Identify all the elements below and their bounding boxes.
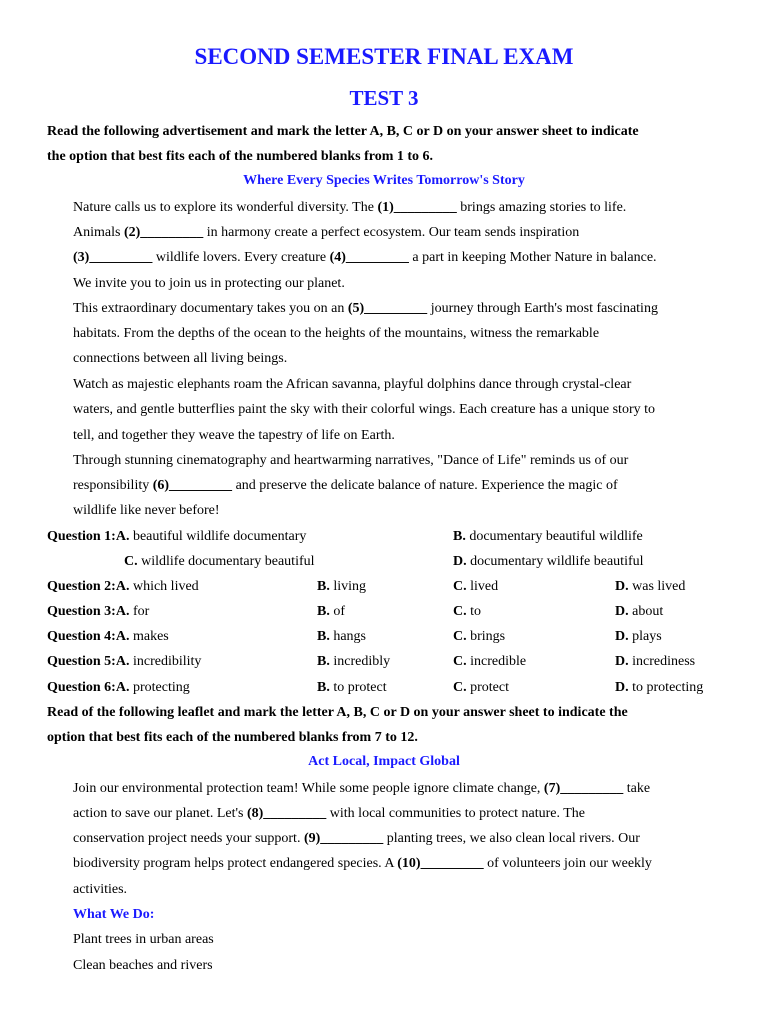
p1-line1: Nature calls us to explore its wonderful diversity. The (1)_________ brings amazing stories to life.: [73, 200, 627, 215]
leaflet-line3: conservation project needs your support. (9)_________ planting trees, we also clean local rivers. Our: [73, 831, 640, 846]
p3-line1: Watch as majestic elephants roam the African savanna, playful dolphins dance through crystal-clear: [73, 377, 632, 392]
question-5-option-d: D. incrediness: [615, 654, 696, 669]
blank-8: (8)_________: [246, 806, 327, 821]
p4-line2: responsibility (6)_________ and preserve the delicate balance of nature. Experience the magic of: [73, 478, 618, 493]
leaflet-line2: action to save our planet. Let's (8)_________ with local communities to protect nature. The: [73, 806, 585, 821]
question-4-option-a: Question 4:A. makes: [47, 629, 169, 644]
section1-instruction-line1: Read the following advertisement and mark the letter A, B, C or D on your answer sheet to indicate: [47, 124, 639, 139]
question-3-option-c: C. to: [453, 604, 482, 619]
question-4-option-b: B. hangs: [317, 629, 367, 644]
leaflet-line1: Join our environmental protection team! While some people ignore climate change, (7)_________ take: [73, 781, 651, 796]
blank-2: (2)_________: [123, 225, 204, 240]
p1-line2: Animals (2)_________ in harmony create a perfect ecosystem. Our team sends inspiration: [73, 225, 580, 240]
list-item: Clean beaches and rivers: [73, 958, 213, 973]
p3-line3: tell, and together they weave the tapestry of life on Earth.: [73, 428, 395, 443]
question-1-option-a: Question 1:A. beautiful wildlife documentary: [47, 529, 307, 544]
section2-instruction-line2: option that best fits each of the numbered blanks from 7 to 12.: [47, 730, 418, 745]
p4-line1: Through stunning cinematography and heartwarming narratives, "Dance of Life" reminds us of our: [73, 453, 629, 468]
question-1-option-c: C. wildlife documentary beautiful: [124, 554, 315, 569]
what-we-do-heading: What We Do:: [73, 907, 155, 922]
question-5-option-b: B. incredibly: [317, 654, 391, 669]
question-5-option-a: Question 5:A. incredibility: [47, 654, 202, 669]
blank-9: (9)_________: [303, 831, 384, 846]
test-number: TEST 3: [349, 86, 419, 110]
question-3-option-a: Question 3:A. for: [47, 604, 150, 619]
section1-instruction-line2: the option that best fits each of the numbered blanks from 1 to 6.: [47, 149, 434, 164]
question-4-option-d: D. plays: [615, 629, 662, 644]
p3-line2: waters, and gentle butterflies paint the sky with their colorful wings. Each creature has a unique story to: [73, 402, 655, 417]
question-3-option-b: B. of: [317, 604, 346, 619]
blank-5: (5)_________: [347, 301, 428, 316]
advertisement-heading: Where Every Species Writes Tomorrow's Story: [243, 173, 525, 188]
question-2-option-b: B. living: [317, 579, 367, 594]
question-1-option-b: B. documentary beautiful wildlife: [453, 529, 643, 544]
blank-10: (10)_________: [397, 856, 484, 871]
question-2-option-d: D. was lived: [615, 579, 686, 594]
p2-line1: This extraordinary documentary takes you on an (5)_________ journey through Earth's most fascinating: [73, 301, 658, 316]
question-1-option-d: D. documentary wildlife beautiful: [453, 554, 644, 569]
leaflet-line5: activities.: [73, 882, 128, 897]
blank-4: (4)_________: [329, 250, 409, 265]
p4-line3: wildlife like never before!: [73, 503, 220, 518]
leaflet-heading: Act Local, Impact Global: [308, 754, 460, 769]
question-6-option-c: C. protect: [453, 680, 509, 695]
leaflet-line4: biodiversity program helps protect endangered species. A (10)_________ of volunteers join our weekly: [73, 856, 652, 871]
question-4-option-c: C. brings: [453, 629, 506, 644]
blank-7: (7)_________: [543, 781, 624, 796]
question-6-option-a: Question 6:A. protecting: [47, 680, 190, 695]
list-item: Plant trees in urban areas: [73, 932, 214, 947]
question-6-option-d: D. to protecting: [615, 680, 704, 695]
blank-1: (1)_________: [377, 200, 457, 215]
p2-line2: habitats. From the depths of the ocean to the heights of the mountains, witness the remarkable: [73, 326, 600, 341]
p2-line3: connections between all living beings.: [73, 351, 288, 366]
section2-instruction-line1: Read of the following leaflet and mark the letter A, B, C or D on your answer sheet to indicate the: [47, 705, 628, 720]
p1-line3: (3)_________ wildlife lovers. Every creature (4)_________ a part in keeping Mother Nature in balance.: [73, 250, 657, 265]
question-3-option-d: D. about: [615, 604, 664, 619]
question-2-option-a: Question 2:A. which lived: [47, 579, 199, 594]
exam-title: SECOND SEMESTER FINAL EXAM: [194, 44, 574, 69]
question-6-option-b: B. to protect: [317, 680, 387, 695]
question-2-option-c: C. lived: [453, 579, 499, 594]
p1-line4: We invite you to join us in protecting our planet.: [73, 276, 345, 291]
question-5-option-c: C. incredible: [453, 654, 527, 669]
blank-3: (3)_________: [73, 250, 153, 265]
blank-6: (6)_________: [152, 478, 233, 493]
